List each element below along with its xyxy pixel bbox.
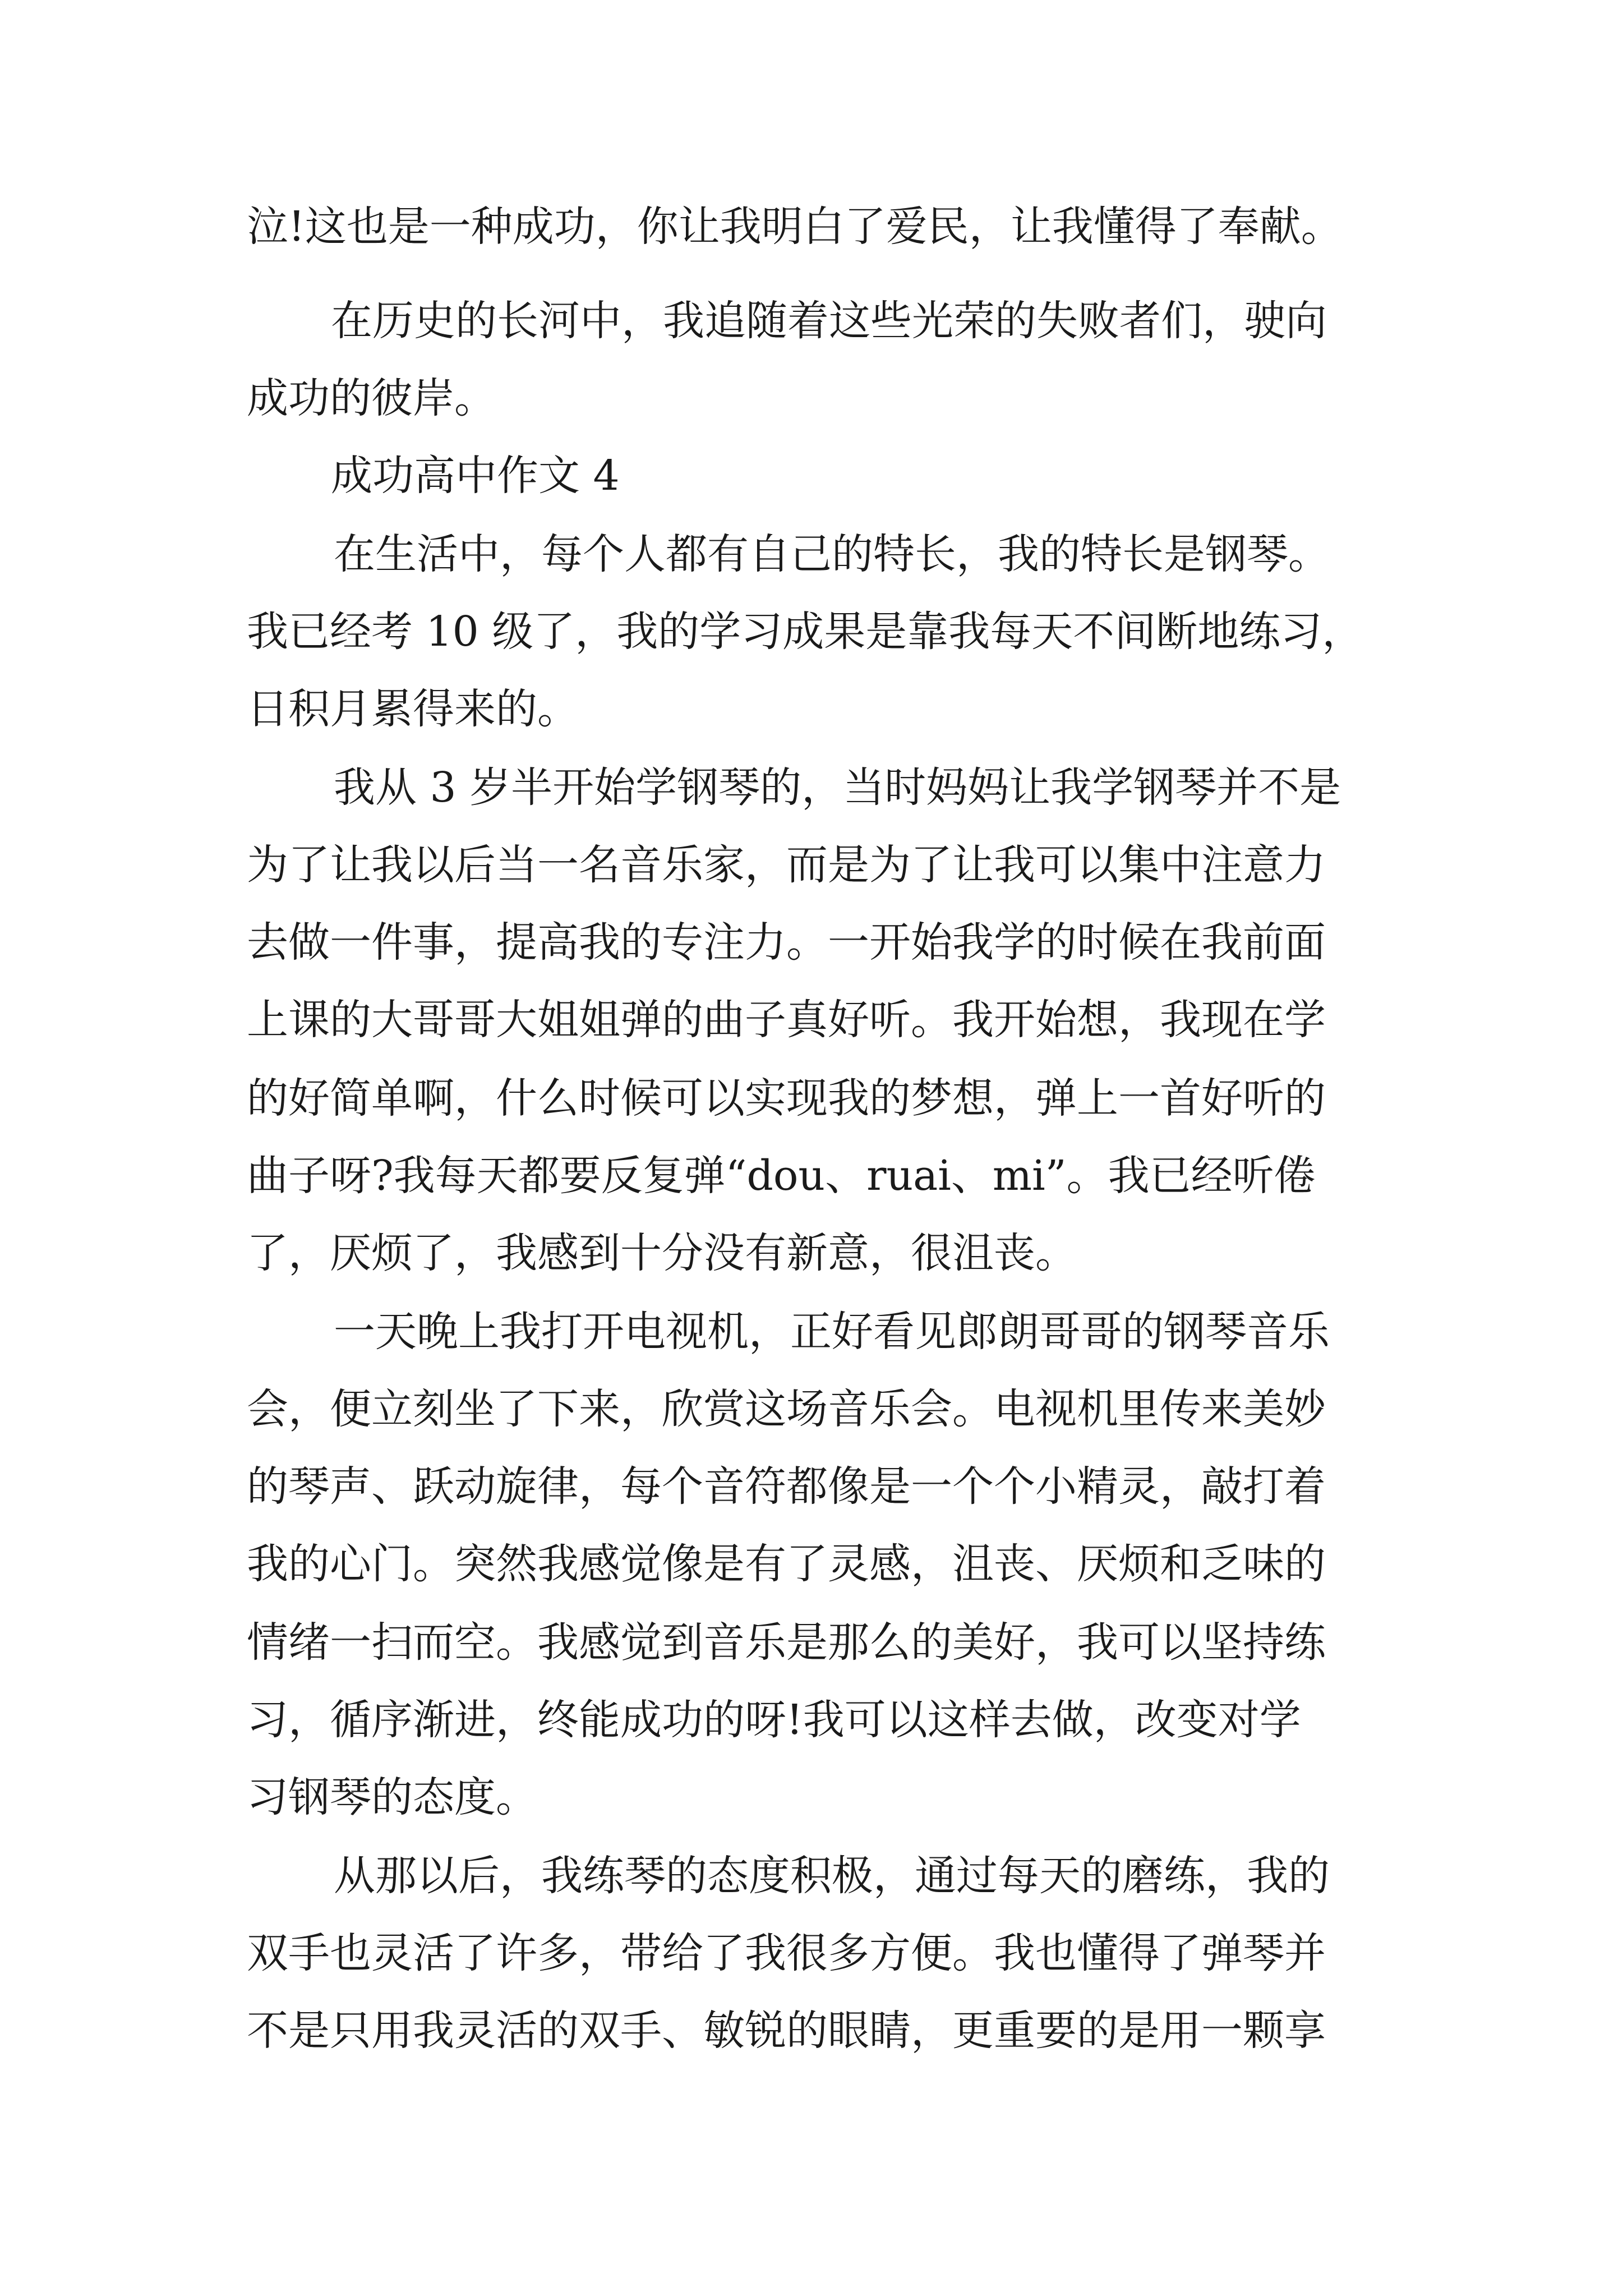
- text-line: 去做一件事，提高我的专注力。一开始我学的时候在我前面: [247, 918, 1326, 967]
- text-line: 习钢琴的态度。: [247, 1773, 537, 1821]
- text-line: 在历史的长河中，我追随着这些光荣的失败者们，驶向: [331, 297, 1327, 345]
- text-line: 曲子呀?我每天都要反复弹“dou、ruai、mi”。我已经听倦: [247, 1152, 1316, 1200]
- text-line: 会，便立刻坐了下来，欣赏这场音乐会。电视机里传来美妙: [247, 1385, 1326, 1433]
- text-line: 日积月累得来的。: [247, 685, 579, 733]
- text-line: 不是只用我灵活的双手、敏锐的眼睛，更重要的是用一颗享: [247, 2007, 1326, 2055]
- text-line: 情绪一扫而空。我感觉到音乐是那么的美好，我可以坚持练: [247, 1618, 1326, 1667]
- text-line: 双手也灵活了许多，带给了我很多方便。我也懂得了弹琴并: [247, 1929, 1326, 1977]
- text-line: 为了让我以后当一名音乐家，而是为了让我可以集中注意力: [247, 841, 1326, 889]
- text-line: 的琴声、跃动旋律，每个音符都像是一个个小精灵，敲打着: [247, 1462, 1326, 1511]
- text-line: 习，循序渐进，终能成功的呀!我可以这样去做，改变对学: [247, 1696, 1301, 1744]
- text-line: 上课的大哥哥大姐姐弹的曲子真好听。我开始想，我现在学: [247, 996, 1326, 1044]
- text-line: 在生活中，每个人都有自己的特长，我的特长是钢琴。: [334, 530, 1330, 578]
- text-line: 从那以后，我练琴的态度积极，通过每天的磨练，我的: [334, 1852, 1330, 1900]
- text-line: 成功的彼岸。: [247, 374, 496, 422]
- text-line: 的好简单啊，什么时候可以实现我的梦想，弹上一首好听的: [247, 1074, 1326, 1122]
- text-line: 我已经考 10 级了，我的学习成果是靠我每天不间断地练习，: [247, 608, 1364, 656]
- text-line: 我从 3 岁半开始学钢琴的，当时妈妈让我学钢琴并不是: [334, 763, 1341, 812]
- text-line: 一天晚上我打开电视机，正好看见郎朗哥哥的钢琴音乐: [334, 1308, 1330, 1356]
- text-line: 我的心门。突然我感觉像是有了灵感，沮丧、厌烦和乏味的: [247, 1540, 1326, 1588]
- text-line: 了，厌烦了，我感到十分没有新意，很沮丧。: [247, 1229, 1077, 1277]
- section-heading: 成功高中作文 4: [331, 452, 620, 500]
- text-line: 泣!这也是一种成功，你让我明白了爱民，让我懂得了奉献。: [247, 203, 1343, 251]
